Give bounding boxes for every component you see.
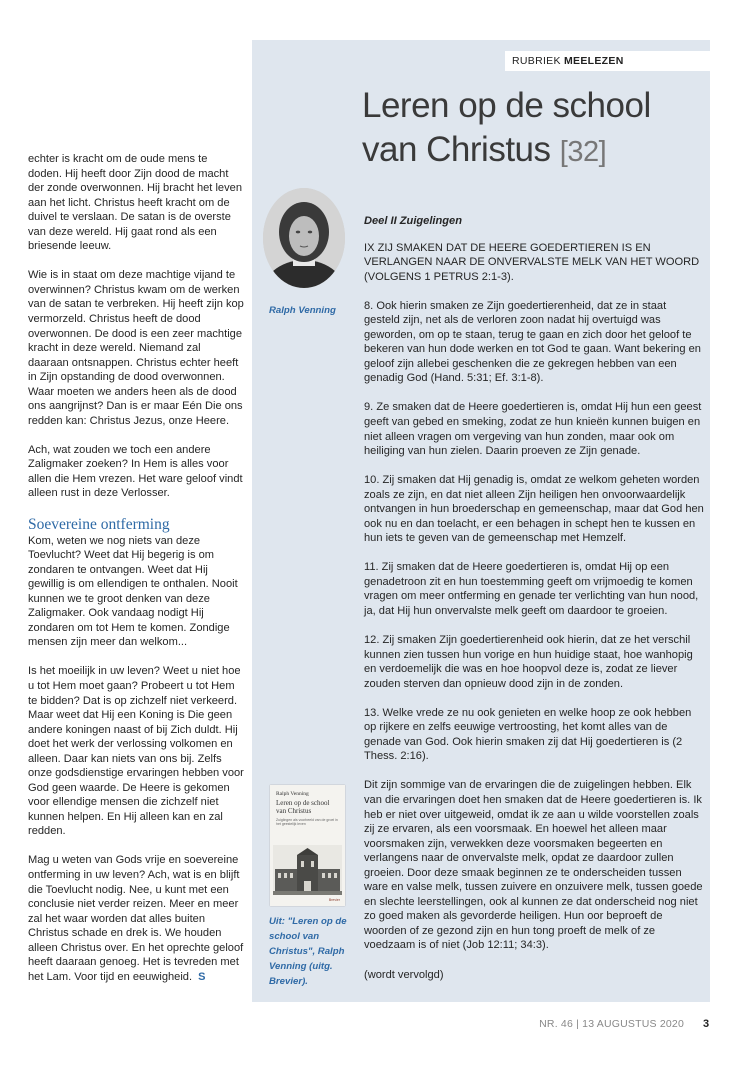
book-cover-title: Leren op de school van Christus <box>276 799 330 815</box>
main-paragraph: 9. Ze smaken dat de Heere goedertieren is, omdat Hij hun een geest geeft van gebed en smeking, zodat ze hun knieën kunnen buigen en niet alleen vragen om vergeving van hun zonden, maar ook om heiliging van hun zielen. Daarin proeven ze Zijn genade. <box>364 401 702 458</box>
article-title <box>362 84 702 174</box>
rubriek-label <box>505 51 710 71</box>
main-paragraph: 13. Welke vrede ze nu ook genieten en welke hoop ze ook hebben op rijkere en zelfs eeuwige vertroosting, het komt alles van de genade van God. Ook hierin smaken zij dat Hij goedertieren is (2 Thess. 2:16). <box>364 706 692 763</box>
book-cover-author: Ralph Venning <box>276 791 309 797</box>
left-paragraph: Kom, weten we nog niets van deze Toevlucht? Weet dat Hij begerig is om zondaren te ontvangen. Weet dat Hij gewillig is om ellendigen te onthalen. Nooit kunnen we te groot denken van deze Zaligmaker. Ook vandaag nodigt Hij zondaren om tot Hem te komen. Zondige mensen zijn meer dan welkom... <box>28 534 238 649</box>
main-paragraph: 8. Ook hierin smaken ze Zijn goedertierenheid, dat ze in staat gesteld zijn, net als de verloren zoon nadat hij overtuigd was geworden, om op te staan, terug te gaan en zich door het geloof te bekeren van hun dode werken en tot God te gaan. Want bekering en geloof zijn allebei geschenken die ze gekregen hebben van een genadig God (Hand. 5:31; Ef. 3:1-8). <box>364 299 701 385</box>
closing-note: (wordt vervolgd) <box>364 968 444 981</box>
left-subheading: Soevereine ontferming <box>28 515 170 533</box>
main-paragraph: 10. Zij smaken dat Hij genadig is, omdat ze welkom geheten worden zoals ze zijn, en dat niet alleen Zijn heiligen hen onvoorwaardelijk ontvangen in hun broederschap en gemeenschap, maar dat God hen ook nu en dan toelacht, er een behagen in schept hen te kussen en hun iets te geven van de gemeenschap met Hemzelf. <box>364 474 704 545</box>
main-paragraph: 12. Zij smaken Zijn goedertierenheid ook hierin, dat ze het verschil kunnen zien tussen hun vorige en hun huidige staat, hoe wanhopig en verdoemelijk die was en hoe hoopvol deze is, zodat ze liever zouden sterven dan opnieuw dood zijn in de zonden. <box>364 634 693 690</box>
portrait-caption: Ralph Venning <box>269 305 336 316</box>
book-cover-publisher: Brevier <box>328 898 340 902</box>
page-number: 3 <box>703 1018 710 1030</box>
left-paragraph: Is het moeilijk in uw leven? Weet u niet hoe u tot Hem moet gaan? Probeert u tot Hem te bidden? Dat is op zichzelf niet verkeerd. Maar weet dat Hij een Koning is Die geen andere koningen naast of bij Zich duldt. Hij doet het werk der verlossing volkomen en alleen. Daar kan niets van ons bij. Zelfs onze godsdienstige ervaringen hebben voor God geen waarde. De Heere is gekomen voor ellendige mensen die zichzelf niet kunnen helpen. En Hij alleen kan en zal redden. <box>28 665 244 838</box>
main-column <box>364 214 704 997</box>
left-paragraph: echter is kracht om de oude mens te doden. Hij heeft door Zijn dood de macht der zonde overwonnen. Hij bracht het leven aan het licht. Christus heeft kracht om de duivel te verslaan. De satan is de overste van deze wereld. Hij gaat rond als een briesende leeuw. <box>28 153 242 253</box>
end-mark-icon: S <box>198 970 206 983</box>
title-line-2 <box>362 128 702 174</box>
section-heading: Deel II Zuigelingen <box>364 215 463 227</box>
main-paragraph: 11. Zij smaken dat de Heere goedertieren is, omdat Hij op een genadetroon zit en hun toestemming geeft om vrijmoedig te komen vragen om meer ontferming en genade ter verlichting van hun nood, ja, dat Hij hun onvervalste melk geeft om daardoor te groeien. <box>364 561 699 618</box>
main-paragraph: Dit zijn sommige van de ervaringen die de zuigelingen hebben. Elk van die ervaringen doet hen smaken dat de Heere goedertieren is. Ik heb er niet over uitgeweid, omdat ik ze aan u wilde voorstellen zoals zij ze ervaren, als een voorsmaak. En hoewel het alleen maar voorsmaken zijn, verwekken deze voorsmaken begeerten en verlangens naar de onvervalste melk, opdat ze daardoor zullen groeien. Door deze smaak beginnen ze te onderscheiden tussen ware en valse melk, tussen zuivere en onzuivere melk, tussen goede en slechte leerstellingen, ook al kunnen ze dat onderscheid nog niet zo goed maken als gevorderde heiligen. Hun oor beproeft de woorden of ze gezond zijn en hun tong proeft de melk of ze voedzaam is of niet (Job 12:11; 34:3). <box>364 779 703 952</box>
left-column <box>28 152 244 999</box>
intro-paragraph: IX ZIJ SMAKEN DAT DE HEERE GOEDERTIEREN IS EN VERLANGEN NAAR DE ONVERVALSTE MELK VAN HET WOORD (VOLGENS 1 PETRUS 2:1-3). <box>364 241 700 283</box>
title-line-1: Leren op de school <box>362 86 651 125</box>
left-paragraph-last <box>28 853 244 984</box>
book-cover-image <box>270 785 345 906</box>
rubriek-name: MEELEZEN <box>564 55 624 67</box>
title-line-2-text: van Christus <box>362 130 551 169</box>
left-paragraph: Wie is in staat om deze machtige vijand te overwinnen? Christus kwam om de werken van de satan te verbreken. Hij heeft zijn kop vermorzeld. Christus heeft de dood overwonnen. De dood is een zeer machtige kracht in deze wereld. Niemand zal daaraan ontsnappen. Christus echter heeft in Zijn opstanding de dood overwonnen. Waar moeten we anders heen als de dood ons aangrijnst? Dan is er maar Eén Die ons redden kan: Christus Jezus, onze Heere. <box>28 269 244 427</box>
book-caption: Uit: "Leren op de school van Christus", Ralph Venning (uitg. Brevier). <box>269 916 347 987</box>
rubriek-prefix: RUBRIEK <box>512 55 561 67</box>
book-cover-subtitle: Zuiglingen als voorbeeld van de groei in het geestelijk leven <box>276 818 338 827</box>
issue-info: NR. 46 | 13 AUGUSTUS 2020 <box>539 1018 684 1030</box>
building-illustration-icon <box>273 845 342 895</box>
series-number: [32] <box>559 136 607 168</box>
left-paragraph-text: Mag u weten van Gods vrije en soevereine ontferming in uw leven? Ach, wat is en blijft die Toevlucht nodig. Nee, u kunt met een conclusie niet verder reizen. Meer en meer zal het waar worden dat alles buiten Christus schade en drek is. We houden alleen Christus over. En het oprechte geloof heeft daaraan genoeg. Het is tevreden met het Lam. Voor tijd en eeuwigheid. <box>28 854 244 983</box>
left-paragraph: Ach, wat zouden we toch een andere Zaligmaker zoeken? In Hem is alles voor allen die Hem vrezen. Het ware geloof vindt alleen rust in deze Verlosser. <box>28 443 243 500</box>
portrait-image <box>263 188 345 288</box>
